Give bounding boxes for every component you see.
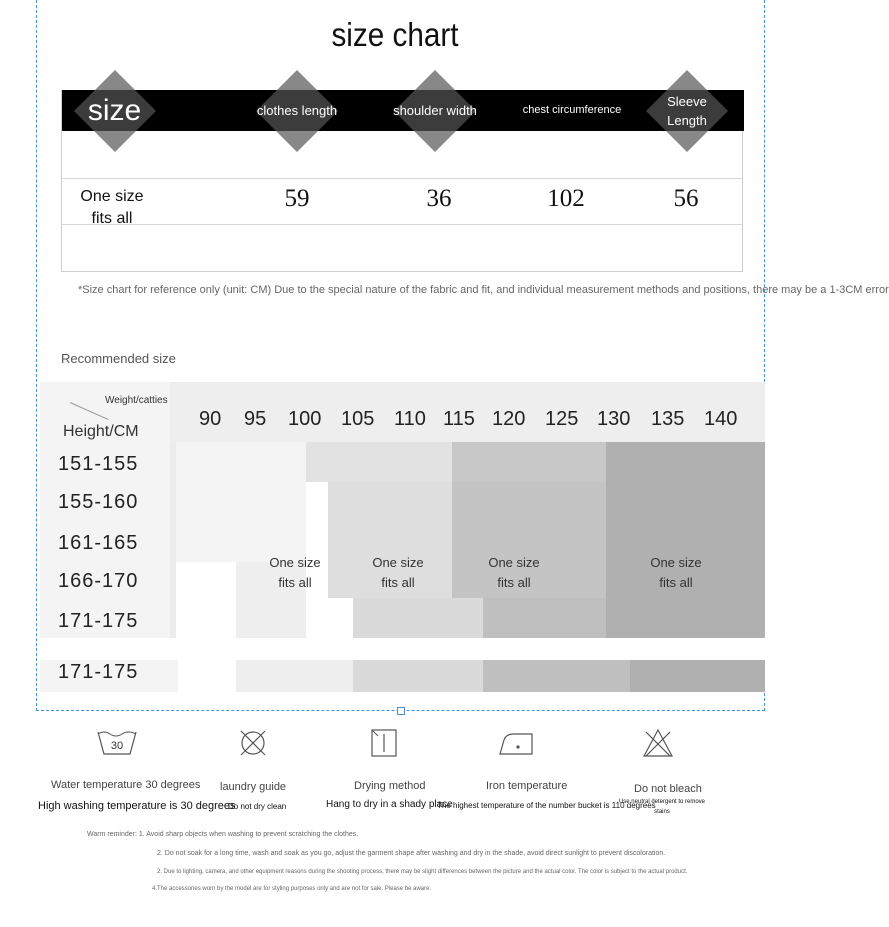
care-title-iron: Iron temperature [486, 780, 568, 792]
warm-reminder-1: Warm reminder: 1. Avoid sharp objects when washing to prevent scratching the clothes. [87, 831, 359, 838]
recommended-size-label: Recommended size [61, 351, 176, 366]
value-shoulder-width: 36 [426, 185, 452, 212]
resize-handle[interactable] [397, 707, 405, 715]
care-sub-laundry: Do not dry clean [228, 802, 287, 811]
header-shoulder-width: shoulder width [392, 90, 478, 131]
fit-zone-label: One size fits all [650, 555, 702, 590]
weight-label: 120 [492, 408, 526, 430]
height-label: 166-170 [58, 570, 139, 592]
height-label: 171-175 [58, 610, 139, 632]
care-title-drying: Drying method [354, 780, 426, 792]
weight-label: 95 [244, 408, 267, 430]
fit-zone-label: One size fits all [372, 555, 424, 590]
height-label: 161-165 [58, 532, 139, 554]
weight-label: 140 [704, 408, 738, 430]
no-dry-clean-icon [238, 728, 268, 758]
no-bleach-icon [642, 728, 674, 758]
row-size-label: One size fits all [80, 188, 144, 227]
care-sub-wash: High washing temperature is 30 degrees [38, 800, 236, 812]
weight-label: 90 [199, 408, 222, 430]
warm-reminder-2: 2. Do not soak for a long time, wash and soak as you go, adjust the garment shape after washing and dry in the shade, avoid direct sunlight to prevent discoloration. [157, 850, 666, 857]
care-title-laundry: laundry guide [220, 781, 287, 793]
fit-zone-label: One size fits all [488, 555, 540, 590]
weight-label: 110 [394, 408, 426, 430]
header-chest: chest circumference [522, 104, 622, 116]
wash-30-icon [96, 728, 138, 758]
svg-text:30: 30 [110, 740, 124, 752]
weight-label: 115 [443, 408, 475, 430]
value-chest: 102 [547, 185, 585, 212]
page-title: size chart [331, 16, 459, 53]
header-clothes-length: clothes length [252, 90, 342, 131]
care-title-bleach: Do not bleach [634, 783, 702, 795]
corner-height-label: Height/CM [63, 423, 139, 440]
value-clothes-length: 59 [284, 185, 310, 212]
warm-reminder-4: 4.The accessories worn by the model are for styling purposes only and are not for sale. Please be aware. [152, 886, 432, 892]
care-sub-iron: The highest temperature of the number bucket is 110 degrees [437, 801, 656, 810]
weight-label: 135 [651, 408, 685, 430]
table-header [62, 90, 744, 131]
weight-label: 100 [288, 408, 322, 430]
weight-label: 105 [341, 408, 375, 430]
height-label: 151-155 [58, 453, 139, 475]
height-label: 171-175 [58, 661, 139, 683]
care-sub-bleach: Use neutral detergent to remove stains [618, 799, 706, 815]
iron-icon [498, 730, 534, 758]
weight-label: 130 [597, 408, 631, 430]
weight-label: 125 [545, 408, 579, 430]
shade-dry-icon [370, 728, 398, 758]
value-sleeve-length: 56 [673, 185, 699, 212]
care-title-wash: Water temperature 30 degrees [51, 779, 201, 791]
header-size: size [62, 90, 167, 131]
care-sub-drying: Hang to dry in a shady place [326, 799, 453, 810]
corner-weight-label: Weight/catties [105, 395, 168, 406]
size-table [61, 90, 743, 272]
header-sleeve-length: Sleeve Length [652, 90, 722, 131]
fit-zone-label: One size fits all [269, 555, 321, 590]
warm-reminder-3: 2. Due to lighting, camera, and other equipment reasons during the shooting process, there may be slight differences between the picture and the actual color. The color is subject to the actual product. [157, 869, 688, 875]
height-label: 155-160 [58, 491, 139, 513]
size-note: *Size chart for reference only (unit: CM) Due to the special nature of the fabric and fit, and individual measurement methods and positions, there may be a 1-3CM error [78, 284, 889, 296]
